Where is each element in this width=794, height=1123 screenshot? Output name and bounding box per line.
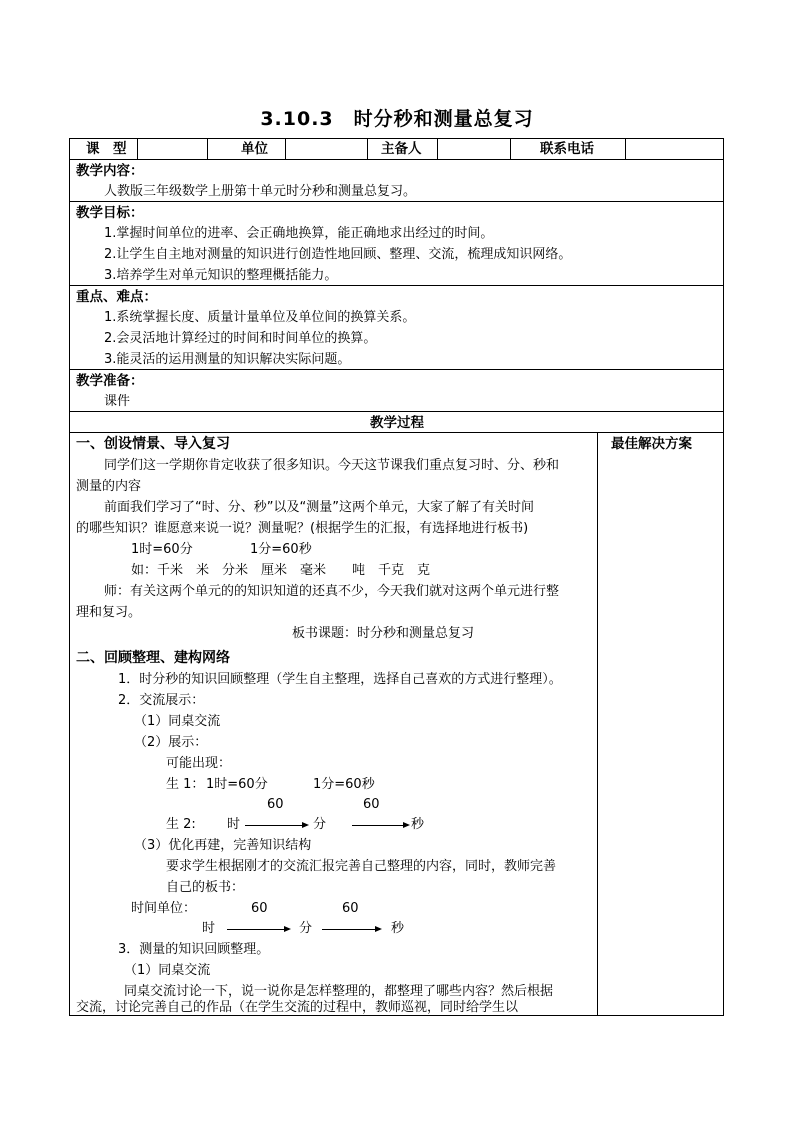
paragraph: 交流，讨论完善自己的作品（在学生交流的过程中，教师巡视，同时给学生以 <box>76 1000 519 1015</box>
row-divider <box>70 411 723 412</box>
keypoint-item: 1.系统掌握长度、质量计量单位及单位间的换算关系。 <box>104 310 416 325</box>
student2-label: 生 2: <box>166 817 196 832</box>
goal-item: 2.让学生自主地对测量的知识进行创造性地回顾、整理、交流，梳理成知识网络。 <box>104 247 572 262</box>
equation: 1分=60秒 <box>250 542 312 557</box>
keypoints-label: 重点、难点： <box>76 289 157 305</box>
content-label: 教学内容： <box>76 163 144 179</box>
list-item: （1）同桌交流 <box>134 714 221 729</box>
paragraph: 要求学生根据刚才的交流汇报完善自己整理的内容，同时，教师完善 <box>166 859 557 874</box>
section2-heading: 二、回顾整理、建构网络 <box>76 650 230 666</box>
col-divider <box>510 139 511 159</box>
equation: 1时=60分 <box>131 542 193 557</box>
unit-label: 单位 <box>241 141 268 157</box>
list-item: （1）同桌交流 <box>124 963 211 978</box>
student1-label: 生 1： <box>166 777 205 792</box>
minute-unit: 分 <box>299 921 313 936</box>
page-title: 3.10.3 时分秒和测量总复习 <box>260 108 534 130</box>
arrow-icon <box>352 825 408 826</box>
col-divider <box>437 139 438 159</box>
prep-label: 教学准备： <box>76 373 144 389</box>
equation: 1分=60秒 <box>313 777 375 792</box>
paragraph: 前面我们学习了“时、分、秒”以及“测量”这两个单元，大家了解了有关时间 <box>104 500 534 515</box>
keypoint-item: 3.能灵活的运用测量的知识解决实际问题。 <box>104 352 351 367</box>
col-divider <box>597 432 598 1016</box>
list-item: （2）展示： <box>134 735 208 750</box>
preparer-label: 主备人 <box>381 141 422 157</box>
rate-number: 60 <box>267 797 284 812</box>
paragraph: 同学们这一学期你肯定收获了很多知识。今天这节课我们重点复习时、分、秒和 <box>104 458 560 473</box>
row-divider <box>70 159 723 160</box>
keypoint-item: 2.会灵活地计算经过的时间和时间单位的换算。 <box>104 331 377 346</box>
second-unit: 秒 <box>391 921 405 936</box>
paragraph: 理和复习。 <box>76 605 142 620</box>
arrow-icon <box>322 929 380 930</box>
goal-item: 3.培养学生对单元知识的整理概括能力。 <box>104 268 338 283</box>
content-text: 人教版三年级数学上册第十单元时分秒和测量总复习。 <box>104 184 417 199</box>
col-divider <box>285 139 286 159</box>
paragraph: 测量的内容 <box>76 479 142 494</box>
best-solution-label: 最佳解决方案 <box>611 436 692 452</box>
list-item: 1．时分秒的知识回顾整理（学生自主整理，选择自己喜欢的方式进行整理）。 <box>118 672 562 687</box>
section1-heading: 一、创设情景、导入复习 <box>76 436 230 452</box>
col-divider <box>207 139 208 159</box>
type-label: 课 型 <box>86 141 127 157</box>
row-divider <box>70 285 723 286</box>
row-divider <box>70 201 723 202</box>
list-item: （3）优化再建，完善知识结构 <box>134 838 312 853</box>
prep-text: 课件 <box>104 394 131 409</box>
rate-number: 60 <box>363 797 380 812</box>
paragraph: 同桌交流讨论一下，说一说你是怎样整理的，都整理了哪些内容？然后根据 <box>124 984 554 999</box>
col-divider <box>625 139 626 159</box>
list-item: 2．交流展示： <box>118 693 205 708</box>
arrow-icon <box>245 825 307 826</box>
col-divider <box>367 139 368 159</box>
second-unit: 秒 <box>411 817 425 832</box>
process-label: 教学过程 <box>370 415 424 431</box>
paragraph: 的哪些知识？谁愿意来说一说？测量呢？(根据学生的汇报，有选择地进行板书) <box>76 521 529 536</box>
goals-label: 教学目标： <box>76 205 144 221</box>
time-unit-label: 时间单位： <box>131 901 197 916</box>
phone-label: 联系电话 <box>540 141 594 157</box>
paragraph: 师：有关这两个单元的的知识知道的还真不少，今天我们就对这两个单元进行整 <box>104 584 560 599</box>
maybe-label: 可能出现： <box>166 756 232 771</box>
col-divider <box>137 139 138 159</box>
board-title: 板书课题：时分秒和测量总复习 <box>292 626 475 641</box>
row-divider <box>70 369 723 370</box>
equation: 1时=60分 <box>206 777 268 792</box>
hour-unit: 时 <box>227 817 241 832</box>
rate-number: 60 <box>251 901 268 916</box>
units-list: 如：千米 米 分米 厘米 毫米 吨 千克 克 <box>131 563 431 578</box>
arrow-icon <box>227 929 289 930</box>
row-divider <box>70 432 723 433</box>
goal-item: 1.掌握时间单位的进率、会正确地换算，能正确地求出经过的时间。 <box>104 226 494 241</box>
minute-unit: 分 <box>313 817 327 832</box>
list-item: 3．测量的知识回顾整理。 <box>118 942 270 957</box>
hour-unit: 时 <box>202 921 216 936</box>
rate-number: 60 <box>342 901 359 916</box>
paragraph: 自己的板书： <box>166 880 245 895</box>
